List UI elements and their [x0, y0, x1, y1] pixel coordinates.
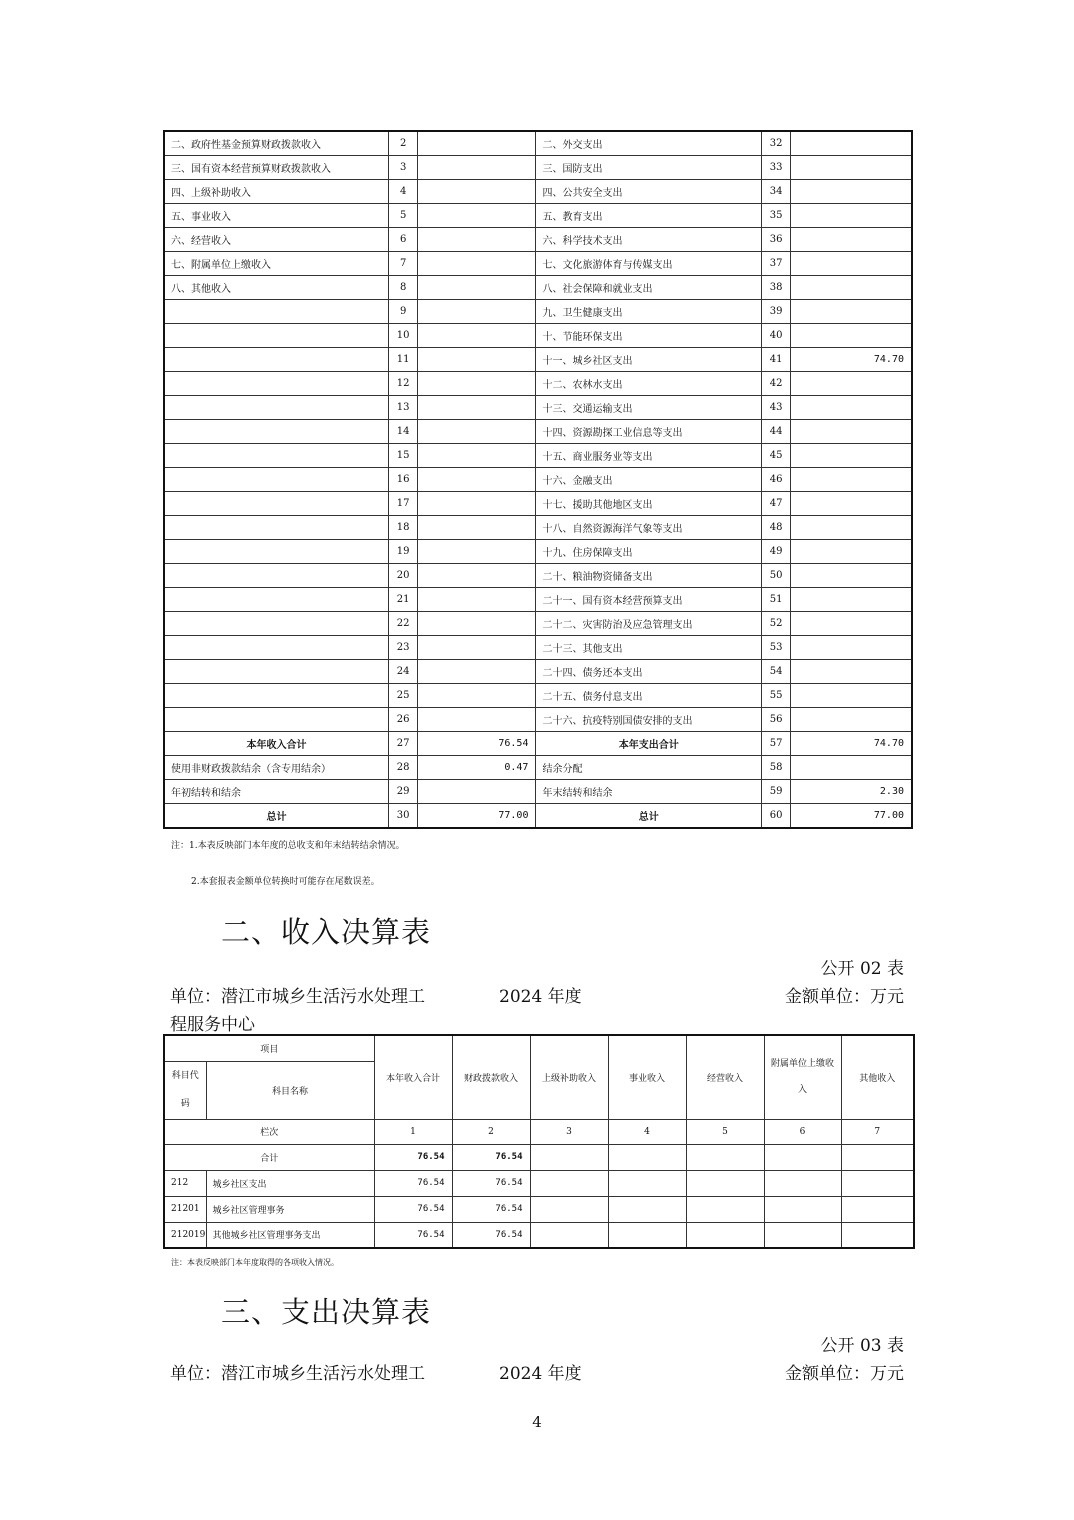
income-amount	[418, 204, 536, 228]
header-col-3: 上级补助收入	[530, 1035, 608, 1119]
expense-item-label: 九、卫生健康支出	[536, 300, 762, 324]
column-number: 5	[686, 1119, 764, 1144]
expense-item-label: 二十二、灾害防治及应急管理支出	[536, 612, 762, 636]
expense-amount	[791, 300, 912, 324]
expense-item-label: 本年支出合计	[536, 732, 762, 756]
expense-line-number: 48	[762, 516, 791, 540]
expense-line-number: 36	[762, 228, 791, 252]
income-amount	[418, 708, 536, 732]
expense-amount	[791, 252, 912, 276]
expense-line-number: 40	[762, 324, 791, 348]
table-row	[164, 1170, 914, 1196]
income-line-number: 23	[389, 636, 418, 660]
section-title-income: 二、收入决算表	[221, 915, 432, 949]
expense-amount	[791, 324, 912, 348]
expense-line-number: 57	[762, 732, 791, 756]
table-row	[164, 804, 912, 829]
table-row	[164, 780, 912, 804]
expense-line-number: 38	[762, 276, 791, 300]
income-item-label	[164, 516, 389, 540]
income-amount	[418, 276, 536, 300]
income-value: 76.54	[374, 1170, 452, 1196]
header-col-1: 本年收入合计	[374, 1035, 452, 1119]
income-amount	[418, 228, 536, 252]
income-item-label	[164, 468, 389, 492]
table-row	[164, 492, 912, 516]
table-row	[164, 204, 912, 228]
income-line-number: 18	[389, 516, 418, 540]
income-value	[686, 1196, 764, 1222]
income-line-number: 17	[389, 492, 418, 516]
income-item-label	[164, 300, 389, 324]
expense-item-label: 十四、资源勘探工业信息等支出	[536, 420, 762, 444]
expense-amount	[791, 444, 912, 468]
income-amount	[418, 468, 536, 492]
income-item-label: 总计	[164, 804, 389, 829]
income-line-number: 5	[389, 204, 418, 228]
income-line-number: 20	[389, 564, 418, 588]
income-line-number: 24	[389, 660, 418, 684]
subject-code: 21201	[164, 1196, 206, 1222]
expense-line-number: 34	[762, 180, 791, 204]
expense-item-label: 十一、城乡社区支出	[536, 348, 762, 372]
income-amount	[418, 252, 536, 276]
expense-amount	[791, 156, 912, 180]
header-col-7: 其他收入	[841, 1035, 914, 1119]
income-amount: 76.54	[418, 732, 536, 756]
income-item-label	[164, 348, 389, 372]
column-number: 2	[452, 1119, 530, 1144]
expense-line-number: 50	[762, 564, 791, 588]
table1-note-1: 注：1.本表反映部门本年度的总收支和年末结转结余情况。	[171, 841, 405, 851]
form-number-03: 公开 03 表	[820, 1336, 904, 1356]
income-item-label	[164, 540, 389, 564]
table-row	[164, 444, 912, 468]
income-value	[608, 1196, 686, 1222]
expense-amount	[791, 564, 912, 588]
fiscal-year: 2024 年度	[499, 987, 582, 1007]
expense-item-label: 十九、住房保障支出	[536, 540, 762, 564]
table-row	[164, 252, 912, 276]
expense-amount	[791, 276, 912, 300]
income-value	[841, 1170, 914, 1196]
column-number-label: 栏次	[164, 1119, 374, 1144]
income-line-number: 11	[389, 348, 418, 372]
income-line-number: 16	[389, 468, 418, 492]
expense-amount: 74.70	[791, 732, 912, 756]
table-row	[164, 396, 912, 420]
expense-item-label: 八、社会保障和就业支出	[536, 276, 762, 300]
income-value	[530, 1222, 608, 1248]
header-code: 科目代 码	[164, 1061, 206, 1119]
form-number-02: 公开 02 表	[820, 959, 904, 979]
expense-line-number: 47	[762, 492, 791, 516]
total-value	[530, 1144, 608, 1170]
income-amount	[418, 348, 536, 372]
expense-line-number: 41	[762, 348, 791, 372]
table-row	[164, 732, 912, 756]
income-amount: 0.47	[418, 756, 536, 780]
income-item-label	[164, 324, 389, 348]
income-line-number: 22	[389, 612, 418, 636]
income-line-number: 28	[389, 756, 418, 780]
income-amount	[418, 372, 536, 396]
expense-item-label: 四、公共安全支出	[536, 180, 762, 204]
income-value	[530, 1196, 608, 1222]
column-number: 1	[374, 1119, 452, 1144]
subject-name: 城乡社区支出	[206, 1170, 374, 1196]
expense-amount	[791, 372, 912, 396]
expense-amount	[791, 660, 912, 684]
expense-line-number: 39	[762, 300, 791, 324]
income-item-label: 八、其他收入	[164, 276, 389, 300]
income-item-label	[164, 612, 389, 636]
expense-line-number: 45	[762, 444, 791, 468]
expense-line-number: 60	[762, 804, 791, 829]
table-row	[164, 372, 912, 396]
income-item-label	[164, 420, 389, 444]
table-row	[164, 564, 912, 588]
income-value: 76.54	[374, 1196, 452, 1222]
income-value	[841, 1196, 914, 1222]
total-value	[608, 1144, 686, 1170]
income-amount	[418, 564, 536, 588]
expense-item-label: 二十四、债务还本支出	[536, 660, 762, 684]
unit-label-3: 单位：潜江市城乡生活污水处理工	[170, 1364, 425, 1384]
income-value	[841, 1222, 914, 1248]
income-item-label: 七、附属单位上缴收入	[164, 252, 389, 276]
income-item-label	[164, 372, 389, 396]
expense-item-label: 六、科学技术支出	[536, 228, 762, 252]
expense-line-number: 43	[762, 396, 791, 420]
income-amount	[418, 636, 536, 660]
income-line-number: 3	[389, 156, 418, 180]
income-value	[608, 1170, 686, 1196]
section-title-expense: 三、支出决算表	[221, 1295, 432, 1329]
income-value	[686, 1222, 764, 1248]
table1-note-2: 2.本套报表金额单位转换时可能存在尾数误差。	[191, 877, 380, 887]
income-line-number: 6	[389, 228, 418, 252]
income-value: 76.54	[452, 1170, 530, 1196]
total-label: 合计	[164, 1144, 374, 1170]
expense-item-label: 十五、商业服务业等支出	[536, 444, 762, 468]
income-item-label	[164, 396, 389, 420]
column-number: 7	[841, 1119, 914, 1144]
expense-line-number: 33	[762, 156, 791, 180]
income-value	[764, 1222, 841, 1248]
header-item: 项目	[164, 1035, 374, 1061]
income-line-number: 7	[389, 252, 418, 276]
income-amount	[418, 684, 536, 708]
expense-amount	[791, 396, 912, 420]
income-line-number: 9	[389, 300, 418, 324]
expense-amount	[791, 420, 912, 444]
unit-label: 单位：潜江市城乡生活污水处理工	[170, 987, 425, 1007]
income-item-label	[164, 564, 389, 588]
income-final-accounts-table	[163, 1034, 915, 1249]
income-value: 76.54	[452, 1222, 530, 1248]
expense-amount	[791, 588, 912, 612]
income-value	[530, 1170, 608, 1196]
income-amount	[418, 420, 536, 444]
expense-amount	[791, 204, 912, 228]
total-value: 76.54	[452, 1144, 530, 1170]
income-amount: 77.00	[418, 804, 536, 829]
income-item-label: 本年收入合计	[164, 732, 389, 756]
expense-line-number: 55	[762, 684, 791, 708]
table2-note: 注：本表反映部门本年度取得的各项收入情况。	[171, 1258, 339, 1267]
column-number: 4	[608, 1119, 686, 1144]
expense-amount: 77.00	[791, 804, 912, 829]
expense-line-number: 32	[762, 131, 791, 156]
income-item-label: 二、政府性基金预算财政拨款收入	[164, 131, 389, 156]
expense-amount: 74.70	[791, 348, 912, 372]
expense-line-number: 53	[762, 636, 791, 660]
expense-item-label: 结余分配	[536, 756, 762, 780]
subject-name: 城乡社区管理事务	[206, 1196, 374, 1222]
income-amount	[418, 180, 536, 204]
income-amount	[418, 324, 536, 348]
expense-item-label: 二十六、抗疫特别国债安排的支出	[536, 708, 762, 732]
income-amount	[418, 540, 536, 564]
table-row	[164, 756, 912, 780]
expense-item-label: 二十三、其他支出	[536, 636, 762, 660]
table-row	[164, 131, 912, 156]
total-value	[686, 1144, 764, 1170]
expense-item-label: 二、外交支出	[536, 131, 762, 156]
total-value: 76.54	[374, 1144, 452, 1170]
income-amount	[418, 396, 536, 420]
expense-item-label: 七、文化旅游体育与传媒支出	[536, 252, 762, 276]
expense-line-number: 49	[762, 540, 791, 564]
expense-item-label: 十七、援助其他地区支出	[536, 492, 762, 516]
income-value: 76.54	[374, 1222, 452, 1248]
amount-unit-3: 金额单位：万元	[785, 1364, 904, 1384]
expense-amount: 2.30	[791, 780, 912, 804]
expense-line-number: 54	[762, 660, 791, 684]
expense-line-number: 51	[762, 588, 791, 612]
expense-amount	[791, 492, 912, 516]
income-item-label	[164, 660, 389, 684]
income-amount	[418, 156, 536, 180]
table-row	[164, 300, 912, 324]
expense-amount	[791, 540, 912, 564]
expense-item-label: 十六、金融支出	[536, 468, 762, 492]
income-item-label: 五、事业收入	[164, 204, 389, 228]
expense-line-number: 46	[762, 468, 791, 492]
expense-item-label: 十三、交通运输支出	[536, 396, 762, 420]
income-line-number: 10	[389, 324, 418, 348]
header-col-4: 事业收入	[608, 1035, 686, 1119]
income-amount	[418, 131, 536, 156]
column-number: 6	[764, 1119, 841, 1144]
expense-amount	[791, 612, 912, 636]
income-value	[764, 1170, 841, 1196]
expense-amount	[791, 131, 912, 156]
table-row	[164, 1196, 914, 1222]
expense-line-number: 42	[762, 372, 791, 396]
table-row	[164, 540, 912, 564]
income-item-label: 年初结转和结余	[164, 780, 389, 804]
table-row	[164, 468, 912, 492]
expense-item-label: 三、国防支出	[536, 156, 762, 180]
income-value	[608, 1222, 686, 1248]
expense-item-label: 十、节能环保支出	[536, 324, 762, 348]
expense-item-label: 五、教育支出	[536, 204, 762, 228]
expense-amount	[791, 180, 912, 204]
table-row	[164, 516, 912, 540]
subject-code: 212019	[164, 1222, 206, 1248]
table-row	[164, 180, 912, 204]
expense-line-number: 52	[762, 612, 791, 636]
income-line-number: 12	[389, 372, 418, 396]
income-item-label: 三、国有资本经营预算财政拨款收入	[164, 156, 389, 180]
income-item-label	[164, 684, 389, 708]
table-row	[164, 588, 912, 612]
income-amount	[418, 444, 536, 468]
income-item-label: 使用非财政拨款结余（含专用结余）	[164, 756, 389, 780]
fiscal-year-3: 2024 年度	[499, 1364, 582, 1384]
column-number: 3	[530, 1119, 608, 1144]
expense-line-number: 56	[762, 708, 791, 732]
income-amount	[418, 492, 536, 516]
income-line-number: 2	[389, 131, 418, 156]
table-row	[164, 348, 912, 372]
expense-item-label: 二十、粮油物资储备支出	[536, 564, 762, 588]
expense-amount	[791, 516, 912, 540]
table-row	[164, 660, 912, 684]
table-row	[164, 324, 912, 348]
header-name: 科目名称	[206, 1061, 374, 1119]
expense-amount	[791, 708, 912, 732]
header-col-5: 经营收入	[686, 1035, 764, 1119]
income-amount	[418, 588, 536, 612]
income-amount	[418, 516, 536, 540]
income-value	[764, 1196, 841, 1222]
income-line-number: 8	[389, 276, 418, 300]
income-line-number: 26	[389, 708, 418, 732]
income-expense-summary-table	[163, 130, 913, 829]
income-amount	[418, 780, 536, 804]
subject-code: 212	[164, 1170, 206, 1196]
table-row	[164, 228, 912, 252]
expense-amount	[791, 684, 912, 708]
income-line-number: 30	[389, 804, 418, 829]
total-value	[764, 1144, 841, 1170]
income-item-label	[164, 492, 389, 516]
expense-line-number: 59	[762, 780, 791, 804]
page-number: 4	[532, 1413, 542, 1431]
table-row	[164, 420, 912, 444]
income-line-number: 19	[389, 540, 418, 564]
income-amount	[418, 660, 536, 684]
table-row	[164, 612, 912, 636]
expense-line-number: 35	[762, 204, 791, 228]
income-amount	[418, 612, 536, 636]
income-item-label	[164, 444, 389, 468]
expense-item-label: 年末结转和结余	[536, 780, 762, 804]
table-row	[164, 1222, 914, 1248]
subject-name: 其他城乡社区管理事务支出	[206, 1222, 374, 1248]
income-line-number: 21	[389, 588, 418, 612]
expense-amount	[791, 228, 912, 252]
expense-line-number: 44	[762, 420, 791, 444]
income-amount	[418, 300, 536, 324]
expense-item-label: 二十一、国有资本经营预算支出	[536, 588, 762, 612]
amount-unit: 金额单位：万元	[785, 987, 904, 1007]
table-row	[164, 156, 912, 180]
income-line-number: 14	[389, 420, 418, 444]
table-row	[164, 276, 912, 300]
expense-item-label: 总计	[536, 804, 762, 829]
table-row	[164, 636, 912, 660]
income-item-label	[164, 588, 389, 612]
expense-item-label: 十二、农林水支出	[536, 372, 762, 396]
expense-line-number: 37	[762, 252, 791, 276]
expense-amount	[791, 636, 912, 660]
income-item-label	[164, 708, 389, 732]
income-item-label	[164, 636, 389, 660]
income-line-number: 29	[389, 780, 418, 804]
table-row	[164, 708, 912, 732]
income-item-label: 四、上级补助收入	[164, 180, 389, 204]
unit-label-cont: 程服务中心	[170, 1015, 255, 1035]
header-col-2: 财政拨款收入	[452, 1035, 530, 1119]
income-line-number: 4	[389, 180, 418, 204]
income-line-number: 13	[389, 396, 418, 420]
income-value: 76.54	[452, 1196, 530, 1222]
total-value	[841, 1144, 914, 1170]
table-row	[164, 684, 912, 708]
expense-item-label: 二十五、债务付息支出	[536, 684, 762, 708]
expense-amount	[791, 756, 912, 780]
income-line-number: 25	[389, 684, 418, 708]
income-line-number: 15	[389, 444, 418, 468]
income-value	[686, 1170, 764, 1196]
income-item-label: 六、经营收入	[164, 228, 389, 252]
expense-line-number: 58	[762, 756, 791, 780]
header-col-6: 附属单位上缴收 入	[764, 1035, 841, 1119]
expense-amount	[791, 468, 912, 492]
expense-item-label: 十八、自然资源海洋气象等支出	[536, 516, 762, 540]
income-line-number: 27	[389, 732, 418, 756]
